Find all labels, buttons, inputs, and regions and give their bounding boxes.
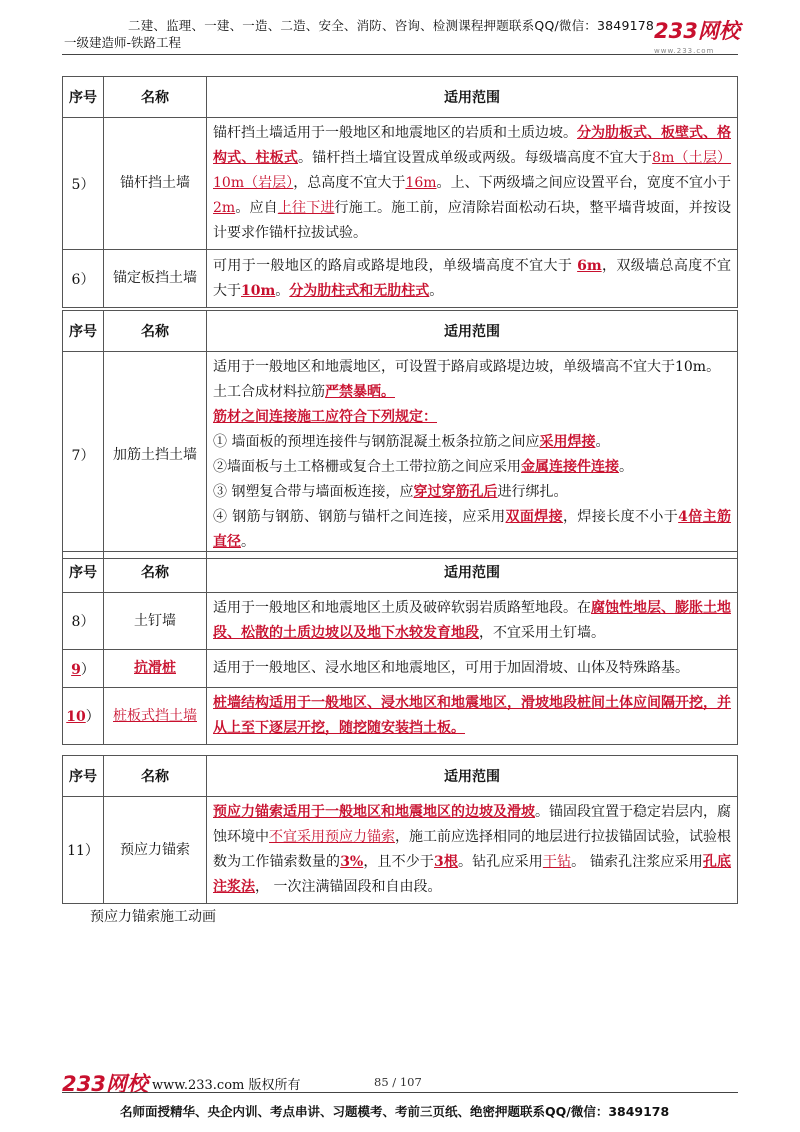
row-no: 6） bbox=[63, 250, 104, 308]
row-name: 锚杆挡土墙 bbox=[104, 118, 207, 250]
col-header-scope: 适用范围 bbox=[207, 77, 738, 118]
table-row bbox=[63, 688, 738, 745]
row-no: 11） bbox=[63, 797, 104, 904]
row-scope: 适用于一般地区和地震地区土质及破碎软弱岩质路堑地段。在腐蚀性地层、膨胀土地段、松散的土质边坡以及地下水较发育地段，不宜采用土钉墙。 bbox=[207, 593, 738, 650]
row-scope: 桩墙结构适用于一般地区、浸水地区和地震地区，滑坡地段桩间土体应间隔开挖，并从上至下逐层开挖，随挖随安装挡土板。 bbox=[207, 688, 738, 745]
row-name: 加筋土挡土墙 bbox=[104, 352, 207, 559]
caption-link[interactable]: 预应力锚索施工动画 bbox=[90, 909, 216, 925]
table-header-row bbox=[63, 77, 738, 118]
row-no: 8） bbox=[63, 593, 104, 650]
table-header-row bbox=[63, 311, 738, 352]
row-name: 锚定板挡土墙 bbox=[104, 250, 207, 308]
col-header-name: 名称 bbox=[104, 311, 207, 352]
header-divider bbox=[62, 54, 738, 55]
footer-divider bbox=[62, 1092, 738, 1093]
col-header-no: 序号 bbox=[63, 77, 104, 118]
table-row bbox=[63, 118, 738, 250]
col-header-no: 序号 bbox=[63, 552, 104, 593]
table-header-row bbox=[63, 756, 738, 797]
row-name: 土钉墙 bbox=[104, 593, 207, 650]
row-name: 预应力锚索 bbox=[104, 797, 207, 904]
row-no: 10） bbox=[63, 688, 104, 745]
table-1 bbox=[62, 76, 738, 308]
footer-site: www.233.com 版权所有 bbox=[152, 1078, 301, 1093]
row-scope: 可用于一般地区的路肩或路堤地段，单级墙高度不宜大于 6m，双级墙总高度不宜大于10m。分为肋柱式和无肋柱式。 bbox=[207, 250, 738, 308]
col-header-scope: 适用范围 bbox=[207, 552, 738, 593]
table-row bbox=[63, 650, 738, 688]
col-header-scope: 适用范围 bbox=[207, 756, 738, 797]
row-no: 9） bbox=[63, 650, 104, 688]
col-header-name: 名称 bbox=[104, 552, 207, 593]
row-scope: 锚杆挡土墙适用于一般地区和地震地区的岩质和土质边坡。分为肋板式、板壁式、格构式、柱板式。锚杆挡土墙宜设置成单级或两级。每级墙高度不宜大于8m（土层）10m（岩层），总高度不宜大于16m。上、下两级墙之间应设置平台，宽度不宜小于2m。应自上往下进行施工。施工前，应清除岩面松动石块，整平墙背坡面，并按设计要求作锚杆拉拔试验。 bbox=[207, 118, 738, 250]
row-name: 桩板式挡土墙 bbox=[104, 688, 207, 745]
row-no: 5） bbox=[63, 118, 104, 250]
col-header-scope: 适用范围 bbox=[207, 311, 738, 352]
header-top-line: 二建、监理、一建、一造、二造、安全、消防、咨询、检测课程押题联系QQ/微信：3849178 bbox=[128, 18, 655, 33]
col-header-name: 名称 bbox=[104, 77, 207, 118]
row-scope: 预应力锚索适用于一般地区和地震地区的边坡及滑坡。锚固段宜置于稳定岩层内，腐蚀环境中不宜采用预应力锚索，施工前应选择相同的地层进行拉拔锚固试验，试验根数为工作锚索数量的3%，且不少于3根。钻孔应采用干钻。 锚索孔注浆应采用孔底注浆法， 一次注满锚固段和自由段。 bbox=[207, 797, 738, 904]
table-row bbox=[63, 593, 738, 650]
table-4 bbox=[62, 755, 738, 904]
row-scope: 适用于一般地区和地震地区，可设置于路肩或路堤边坡，单级墙高不宜大于10m。 土工合成材料拉筋严禁暴晒。 筋材之间连接施工应符合下列规定： ① 墙面板的预埋连接件与钢筋混凝土板条拉筋之间应采用焊接。 ②墙面板与土工格栅或复合土工带拉筋之间应采用金属连接件连接。 ③ 钢塑复合带与墙面板连接，应穿过穿筋孔后进行绑扎。 ④ 钢筋与钢筋、钢筋与锚杆之间连接，应采用双面焊接，焊接长度不小于4倍主筋直径。 bbox=[207, 352, 738, 559]
col-header-name: 名称 bbox=[104, 756, 207, 797]
table-row bbox=[63, 250, 738, 308]
header-subtitle: 一级建造师-铁路工程 bbox=[64, 35, 182, 50]
col-header-no: 序号 bbox=[63, 756, 104, 797]
table-3 bbox=[62, 551, 738, 745]
col-header-no: 序号 bbox=[63, 311, 104, 352]
footer-logo: 233网校 bbox=[62, 1072, 148, 1096]
footer-bottom-line: 名师面授精华、央企内训、考点串讲、习题模考、考前三页纸、绝密押题联系QQ/微信：3849178 bbox=[120, 1104, 670, 1119]
row-no: 7） bbox=[63, 352, 104, 559]
page-number: 85 / 107 bbox=[374, 1075, 422, 1089]
table-row bbox=[63, 797, 738, 904]
table-row bbox=[63, 352, 738, 559]
table-header-row bbox=[63, 552, 738, 593]
row-scope: 适用于一般地区、浸水地区和地震地区，可用于加固滑坡、山体及特殊路基。 bbox=[207, 650, 738, 688]
table-2 bbox=[62, 310, 738, 559]
row-name: 抗滑桩 bbox=[104, 650, 207, 688]
header-logo: 233网校 www.233.com bbox=[654, 19, 740, 55]
